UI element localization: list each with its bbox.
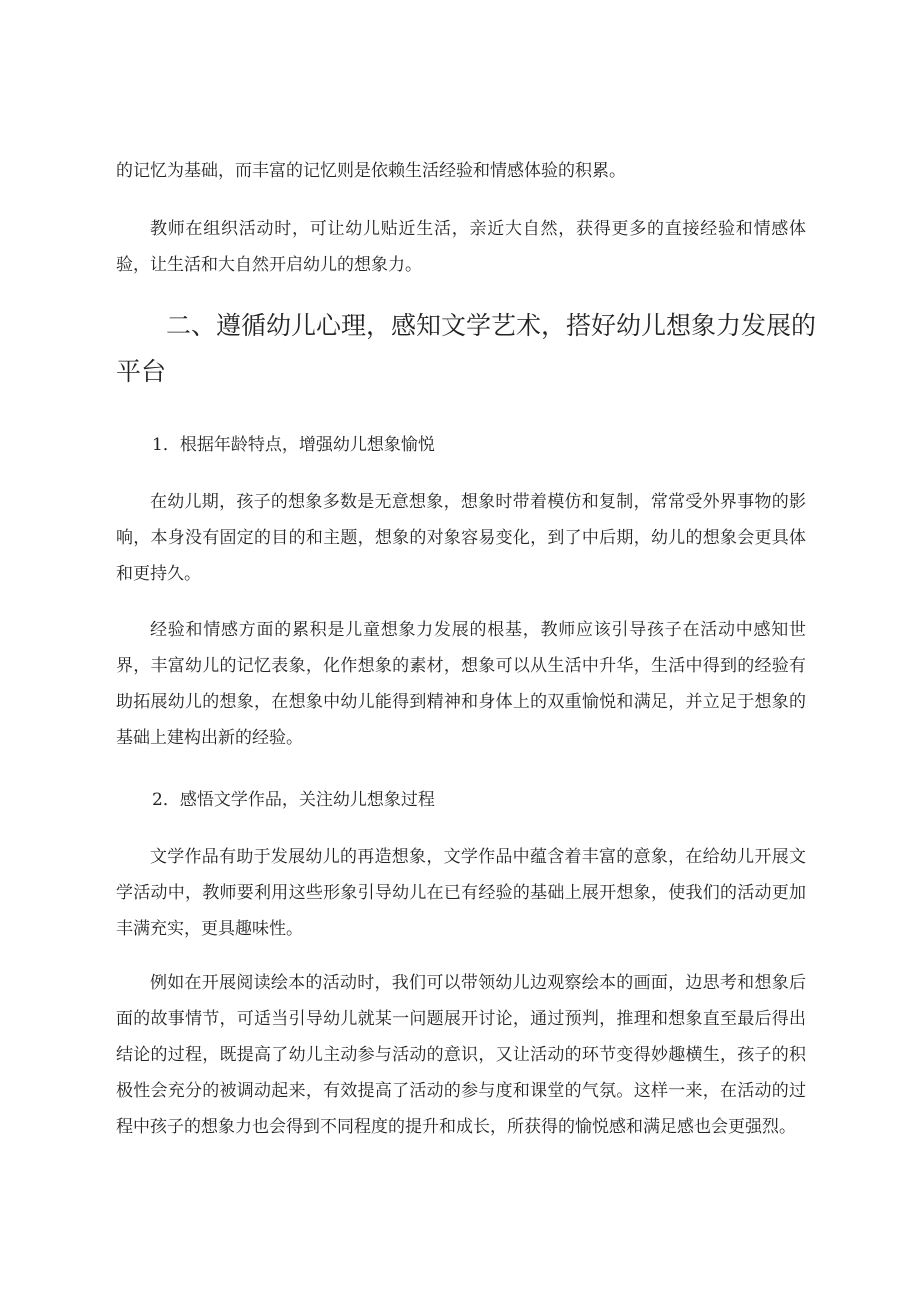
paragraph-early-childhood: 在幼儿期，孩子的想象多数是无意想象，想象时带着模仿和复制，常常受外界事物的影响，本身没有固定的目的和主题，想象的对象容易变化，到了中后期，幼儿的想象会更具体和更持久。	[116, 492, 806, 584]
paragraph-continuation: 的记忆为基础，而丰富的记忆则是依赖生活经验和情感体验的积累。	[116, 161, 626, 181]
section-heading: 二、遵循幼儿心理，感知文学艺术，搭好幼儿想象力发展的平台	[116, 311, 817, 386]
paragraph-experience-emotion: 经验和情感方面的累积是儿童想象力发展的根基，教师应该引导孩子在活动中感知世界，丰富幼儿的记忆表象，化作想象的素材，想象可以从生活中升华，生活中得到的经验有助拓展幼儿的想象，在想象中幼儿能得到精神和身体上的双重愉悦和满足，并立足于想象的基础上建构出新的经验。	[116, 620, 806, 748]
subheading-2: 2．感悟文学作品，关注幼儿想象过程	[152, 790, 435, 810]
paragraph-picture-book-example: 例如在开展阅读绘本的活动时，我们可以带领幼儿边观察绘本的画面，边思考和想象后面的故事情节，可适当引导幼儿就某一问题展开讨论，通过预判，推理和想象直至最后得出结论的过程，既提高了幼儿主动参与活动的意识，又让活动的环节变得妙趣横生，孩子的积极性会充分的被调动起来，有效提高了活动的参与度和课堂的气氛。这样一来，在活动的过程中孩子的想象力也会得到不同程度的提升和成长，所获得的愉悦感和满足感也会更强烈。	[116, 973, 806, 1137]
paragraph-teacher-activities: 教师在组织活动时，可让幼儿贴近生活，亲近大自然，获得更多的直接经验和情感体验，让生活和大自然开启幼儿的想象力。	[116, 219, 806, 275]
subheading-1: 1．根据年龄特点，增强幼儿想象愉悦	[152, 435, 435, 455]
paragraph-literature: 文学作品有助于发展幼儿的再造想象，文学作品中蕴含着丰富的意象，在给幼儿开展文学活动中，教师要利用这些形象引导幼儿在已有经验的基础上展开想象，使我们的活动更加丰满充实，更具趣味性。	[116, 847, 806, 939]
